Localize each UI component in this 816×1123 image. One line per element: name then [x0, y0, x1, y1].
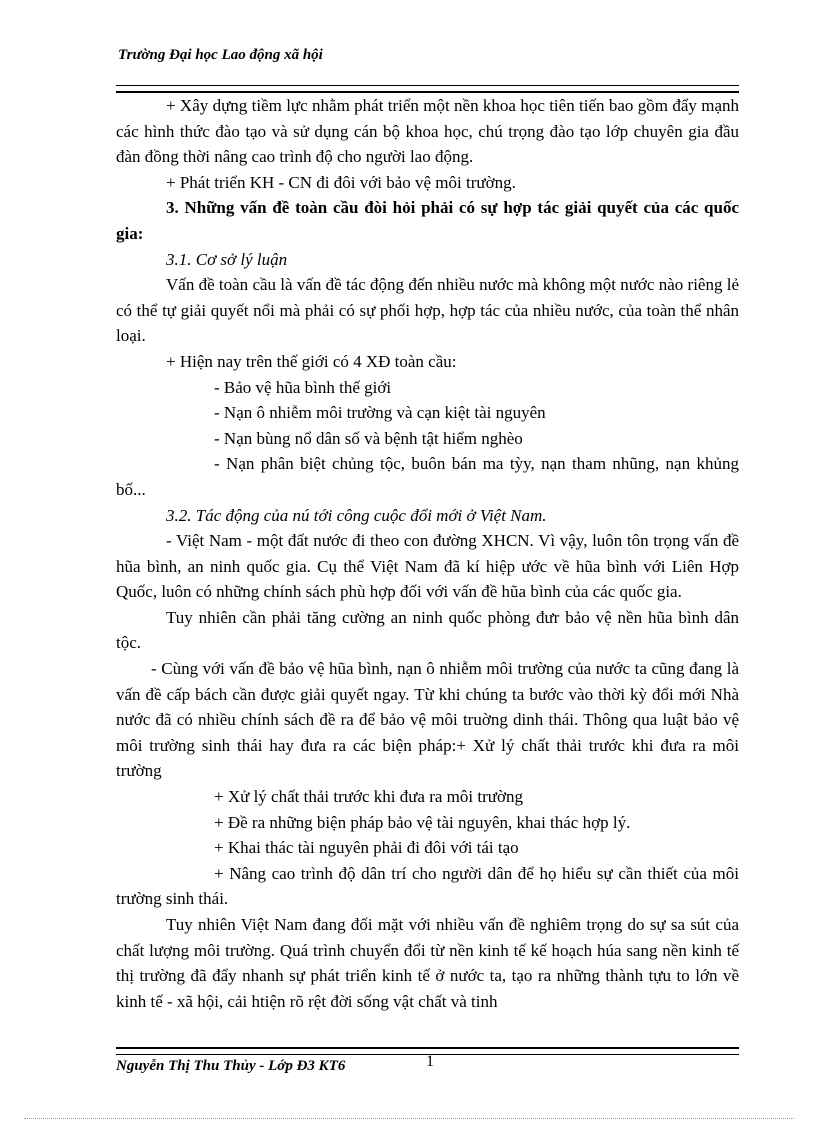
document-header: Trường Đại học Lao động xã hội: [118, 47, 323, 63]
list-item: + Đề ra những biện pháp bảo vệ tài nguyên, khai thác hợp lý.: [214, 812, 631, 832]
list-item: + Xử lý chất thải trước khi đưa ra môi trường: [214, 787, 523, 807]
paragraph: Tuy nhiên Việt Nam đang đối mặt với nhiều vấn đề nghiêm trọng do sự sa sút của chất lượng môi trường. Quá trình chuyển đổi từ nền kinh tế kế hoạch húa sang nền kinh tế thị trường đã đẩy nhanh sự phát triển kinh tế ở nước ta, tạo ra những thành tựu to lớn về kinh tế - xã hội, cải htiện rõ rệt đời sống vật chất và tinh: [116, 915, 739, 1011]
header-rule: [116, 85, 739, 93]
page-edge: [24, 1118, 794, 1119]
list-item: - Nạn phân biệt chủng tộc, buôn bán ma tỳy, nạn tham nhũng, nạn khủng bố...: [116, 454, 739, 499]
section-heading: 3. Những vấn đề toàn cầu đòi hỏi phải có sự hợp tác giải quyết của các quốc gia:: [116, 198, 739, 243]
footer-author: Nguyễn Thị Thu Thủy - Lớp Đ3 KT6: [116, 1058, 346, 1074]
paragraph: Vấn đề toàn cầu là vấn đề tác động đến nhiều nước mà không một nước nào riêng lẻ có thể tự giải quyết nổi mà phải có sự phối hợp, hợp tác của nhiều nước, của toàn thể nhân loại.: [116, 275, 739, 346]
list-item: + Nâng cao trình độ dân trí cho người dân để họ hiểu sự cần thiết của môi trường sinh thái.: [116, 863, 739, 909]
paragraph: - Việt Nam - một đất nước đi theo con đường XHCN. Vì vậy, luôn tôn trọng vấn đề hũa bình, an ninh quốc gia. Cụ thể Việt Nam đã kí hiệp ước về hũa bình với Liên Hợp Quốc, luôn có những chính sách phù hợp đối với vấn đề hũa bình của các quốc gia.: [116, 531, 739, 602]
paragraph: + Xây dựng tiềm lực nhằm phát triển một nền khoa học tiên tiến bao gồm đẩy mạnh các hình thức đào tạo và sử dụng cán bộ khoa học, chú trọng đào tạo lớp chuyên gia đầu đàn đồng thời nâng cao trình độ cho người lao động.: [116, 96, 739, 167]
subsection-heading: 3.1. Cơ sở lý luận: [166, 249, 288, 269]
document-body: [116, 93, 739, 1014]
list-item: - Bảo vệ hũa bình thế giới: [214, 377, 392, 397]
paragraph: + Phát triển KH - CN đi đôi với bảo vệ môi trường.: [166, 172, 516, 192]
paragraph: + Hiện nay trên thế giới có 4 XĐ toàn cầu:: [166, 351, 457, 371]
paragraph: - Cùng với vấn đề bảo vệ hũa bình, nạn ô nhiễm môi trường của nước ta cũng đang là vấn đề cấp bách cần được giải quyết ngay. Từ khi chúng ta bước vào thời kỳ đổi mới Nhà nước đã có nhiều chính sách đề ra để bảo vệ môi truờng dinh thái. Thông qua luật bảo vệ môi trường sinh thái hay đưa ra các biện pháp:+ Xử lý chất thải trước khi đưa ra môi trường: [116, 659, 739, 781]
paragraph: Tuy nhiên cần phải tăng cường an ninh quốc phòng đưr bảo vệ nền hũa bình dân tộc.: [116, 607, 739, 653]
page-number: 1: [426, 1053, 434, 1070]
list-item: - Nạn ô nhiễm môi trường và cạn kiệt tài nguyên: [214, 403, 546, 423]
subsection-heading: 3.2. Tác động của nú tới công cuộc đổi mới ở Việt Nam.: [166, 505, 547, 525]
list-item: + Khai thác tài nguyên phải đi đôi với tái tạo: [214, 838, 519, 858]
list-item: - Nạn bùng nổ dân số và bệnh tật hiểm nghèo: [214, 428, 523, 448]
